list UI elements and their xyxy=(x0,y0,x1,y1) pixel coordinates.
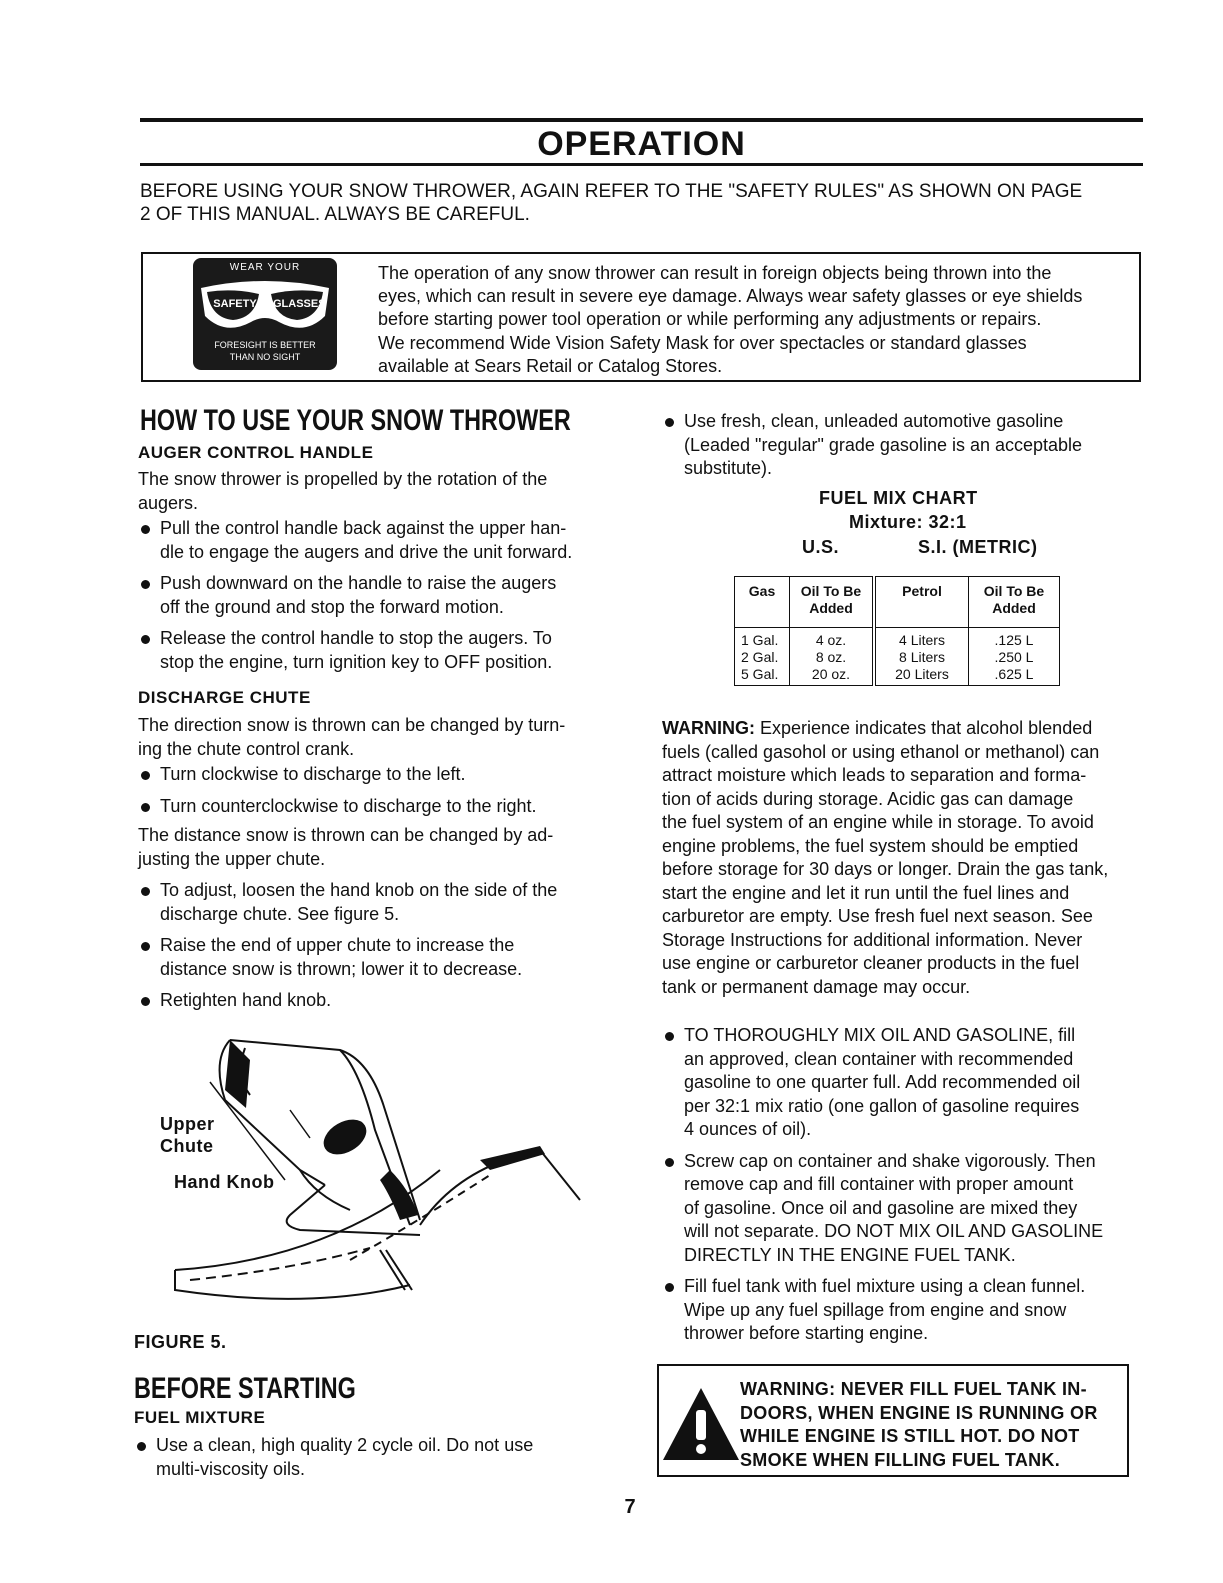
table-cell xyxy=(790,628,875,686)
text-line: WARNING: NEVER FILL FUEL TANK IN- xyxy=(740,1379,1087,1399)
title-rule xyxy=(140,163,1143,166)
figure-5-illustration xyxy=(150,1020,620,1320)
fuel-mix-chart-title: FUEL MIX CHART xyxy=(819,488,978,508)
table-cell xyxy=(969,628,1060,686)
text-line: The snow thrower is propelled by the rotation of the xyxy=(138,469,548,489)
text-line: dle to engage the augers and drive the unit forward. xyxy=(160,541,573,562)
badge-top: WEAR YOUR xyxy=(229,262,301,273)
text-line: per 32:1 mix ratio (one gallon of gasoline requires xyxy=(684,1095,1080,1116)
text-line: thrower before starting engine. xyxy=(684,1323,929,1343)
bullet-item xyxy=(138,572,628,619)
cell-value: 2 Gal. xyxy=(741,649,779,665)
badge-right: GLASSES xyxy=(273,298,326,310)
auger-section xyxy=(138,468,628,674)
gasoline-bullet xyxy=(662,410,1152,481)
text-line: augers. xyxy=(138,492,199,513)
text-line: Retighten hand knob. xyxy=(160,990,332,1010)
text-line: remove cap and fill container with proper amount xyxy=(684,1174,1074,1194)
table-header: Oil To Be Added xyxy=(790,577,875,628)
text-line: stop the engine, turn ignition key to OFF position. xyxy=(160,651,553,672)
subheading-discharge-chute: DISCHARGE CHUTE xyxy=(138,688,311,707)
cell-value: .250 L xyxy=(994,649,1034,665)
bullet-item xyxy=(662,410,1152,481)
fuel-tank-warning-text xyxy=(740,1378,1098,1472)
intro-line: 2 OF THIS MANUAL. ALWAYS BE CAREFUL. xyxy=(140,204,530,225)
label-hand-knob: Hand Knob xyxy=(174,1172,275,1192)
safety-line: before starting power tool operation or while performing any adjustments or repairs. xyxy=(378,309,1042,330)
safety-line: available at Sears Retail or Catalog Stores. xyxy=(378,355,723,376)
text-line: Push downward on the handle to raise the augers xyxy=(160,573,557,593)
table-header-row xyxy=(735,577,1060,628)
cell-value: 4 oz. xyxy=(815,632,847,648)
bullet-item xyxy=(138,879,628,926)
bullet-item xyxy=(662,1024,1152,1142)
fuel-mix-chart-mixture: Mixture: 32:1 xyxy=(849,512,967,532)
bullet-item xyxy=(138,517,628,564)
text-line: distance snow is thrown; lower it to decrease. xyxy=(160,958,523,979)
text-line: an approved, clean container with recommended xyxy=(684,1048,1074,1069)
text-line: attract moisture which leads to separation and forma- xyxy=(662,765,1087,785)
text-line: Turn counterclockwise to discharge to the right. xyxy=(160,795,537,816)
safety-line: We recommend Wide Vision Safety Mask for over spectacles or standard glasses xyxy=(378,332,1027,353)
bullet-item xyxy=(138,763,628,787)
cell-value: 8 oz. xyxy=(815,649,847,665)
text-line: Pull the control handle back against the upper han- xyxy=(160,518,567,538)
text-line: Turn clockwise to discharge to the left. xyxy=(160,764,466,784)
table-header: Gas xyxy=(735,577,790,628)
safety-line: eyes, which can result in severe eye damage. Always wear safety glasses or eye shields xyxy=(378,286,1083,307)
fuel-mix-chart-us: U.S. xyxy=(802,537,840,557)
cell-value: 1 Gal. xyxy=(741,632,779,648)
cell-value: .125 L xyxy=(994,632,1034,648)
text-line: gasoline to one quarter full. Add recommended oil xyxy=(684,1072,1081,1092)
page-number: 7 xyxy=(624,1496,636,1518)
label-upper: Upper xyxy=(160,1114,215,1134)
text-line: To adjust, loosen the hand knob on the side of the xyxy=(160,880,558,900)
text-line: Storage Instructions for additional information. Never xyxy=(662,929,1083,950)
bullet-item xyxy=(662,1275,1152,1346)
text-line: Use a clean, high quality 2 cycle oil. Do not use xyxy=(156,1435,534,1455)
text-line: Raise the end of upper chute to increase the xyxy=(160,935,515,955)
badge-bottom: FORESIGHT IS BETTER xyxy=(214,340,316,350)
top-rule xyxy=(140,118,1143,122)
text-line: DIRECTLY IN THE ENGINE FUEL TANK. xyxy=(684,1244,1016,1265)
text-line: ing the chute control crank. xyxy=(138,738,355,759)
text-line: start the engine and let it run until the fuel lines and xyxy=(662,882,1070,903)
text-line: Use fresh, clean, unleaded automotive gasoline xyxy=(684,411,1064,431)
text-line: tion of acids during storage. Acidic gas can damage xyxy=(662,788,1074,809)
bullet-item xyxy=(662,1150,1152,1268)
text-line: SMOKE WHEN FILLING FUEL TANK. xyxy=(740,1449,1061,1470)
table-row xyxy=(735,628,1060,686)
figure-caption: FIGURE 5. xyxy=(134,1332,227,1352)
warning-text: Experience indicates that alcohol blended xyxy=(755,718,1093,738)
text-line: use engine or carburetor cleaner products in the fuel xyxy=(662,953,1080,973)
text-line: of gasoline. Once oil and gasoline are mixed they xyxy=(684,1197,1078,1218)
fuel-mix-table xyxy=(734,576,1060,686)
section-heading-how-to-use: HOW TO USE YOUR SNOW THROWER xyxy=(140,404,571,437)
intro-line: BEFORE USING YOUR SNOW THROWER, AGAIN REFER TO THE "SAFETY RULES" AS SHOWN ON PAGE xyxy=(140,181,1083,202)
subheading-fuel-mixture: FUEL MIXTURE xyxy=(134,1408,266,1427)
table-header: Oil To Be Added xyxy=(969,577,1060,628)
text-line: discharge chute. See figure 5. xyxy=(160,903,400,924)
text-line: before storage for 30 days or longer. Drain the gas tank, xyxy=(662,859,1109,879)
text-line: Wipe up any fuel spillage from engine and snow xyxy=(684,1299,1067,1320)
text-line: (Leaded "regular" grade gasoline is an acceptable xyxy=(684,434,1083,455)
mixing-instructions xyxy=(662,1024,1152,1346)
warning-triangle-icon xyxy=(661,1386,741,1462)
safety-notice-text xyxy=(378,262,1133,378)
chute-section xyxy=(138,714,628,1013)
badge-left: SAFETY xyxy=(213,298,257,310)
cell-value: 4 Liters xyxy=(899,632,945,648)
safety-glasses-logo xyxy=(193,258,337,370)
bullet-item xyxy=(138,989,628,1013)
text-line: TO THOROUGHLY MIX OIL AND GASOLINE, fill xyxy=(684,1025,1076,1045)
text-line: Fill fuel tank with fuel mixture using a clean funnel. xyxy=(684,1276,1086,1296)
page-title: OPERATION xyxy=(537,125,746,163)
bullet-item xyxy=(138,795,628,819)
bullet-item xyxy=(138,934,628,981)
cell-value: 20 oz. xyxy=(811,666,851,682)
text-line: The distance snow is thrown can be changed by ad- xyxy=(138,825,554,845)
text-line: WHILE ENGINE IS STILL HOT. DO NOT xyxy=(740,1426,1080,1446)
fuel-mixture-section xyxy=(134,1434,624,1481)
text-line: Release the control handle to stop the augers. To xyxy=(160,628,552,648)
fuel-mix-chart-si: S.I. (METRIC) xyxy=(918,537,1038,557)
bullet-item xyxy=(134,1434,624,1481)
text-line: Screw cap on container and shake vigorously. Then xyxy=(684,1150,1096,1171)
table-cell xyxy=(735,628,790,686)
text-line: off the ground and stop the forward motion. xyxy=(160,596,504,617)
text-line: The direction snow is thrown can be changed by turn- xyxy=(138,715,566,735)
alcohol-fuel-warning xyxy=(662,717,1152,999)
warning-label: WARNING: xyxy=(662,718,755,738)
subheading-auger-control: AUGER CONTROL HANDLE xyxy=(138,443,374,462)
text-line xyxy=(662,717,1152,741)
table-cell xyxy=(874,628,969,686)
badge-bottom: THAN NO SIGHT xyxy=(229,352,301,362)
text-line: the fuel system of an engine while in storage. To avoid xyxy=(662,812,1094,832)
cell-value: 20 Liters xyxy=(895,666,949,682)
text-line: substitute). xyxy=(684,458,773,478)
table-header: Petrol xyxy=(874,577,969,628)
text-line: multi-viscosity oils. xyxy=(156,1458,306,1479)
cell-value: 8 Liters xyxy=(899,649,945,665)
safety-line: The operation of any snow thrower can result in foreign objects being thrown into the xyxy=(378,263,1052,283)
text-line: DOORS, WHEN ENGINE IS RUNNING OR xyxy=(740,1402,1098,1423)
text-line: tank or permanent damage may occur. xyxy=(662,976,971,997)
text-line: fuels (called gasohol or using ethanol or methanol) can xyxy=(662,741,1100,762)
text-line: engine problems, the fuel system should be emptied xyxy=(662,835,1079,856)
label-chute: Chute xyxy=(160,1136,214,1156)
cell-value: 5 Gal. xyxy=(741,666,779,682)
section-heading-before-starting: BEFORE STARTING xyxy=(134,1372,356,1405)
text-line: justing the upper chute. xyxy=(138,848,326,869)
intro-text xyxy=(140,180,1150,226)
text-line: will not separate. DO NOT MIX OIL AND GASOLINE xyxy=(684,1221,1104,1241)
text-line: 4 ounces of oil). xyxy=(684,1119,812,1139)
cell-value: .625 L xyxy=(994,666,1034,682)
text-line: carburetor are empty. Use fresh fuel next season. See xyxy=(662,906,1093,926)
bullet-item xyxy=(138,627,628,674)
